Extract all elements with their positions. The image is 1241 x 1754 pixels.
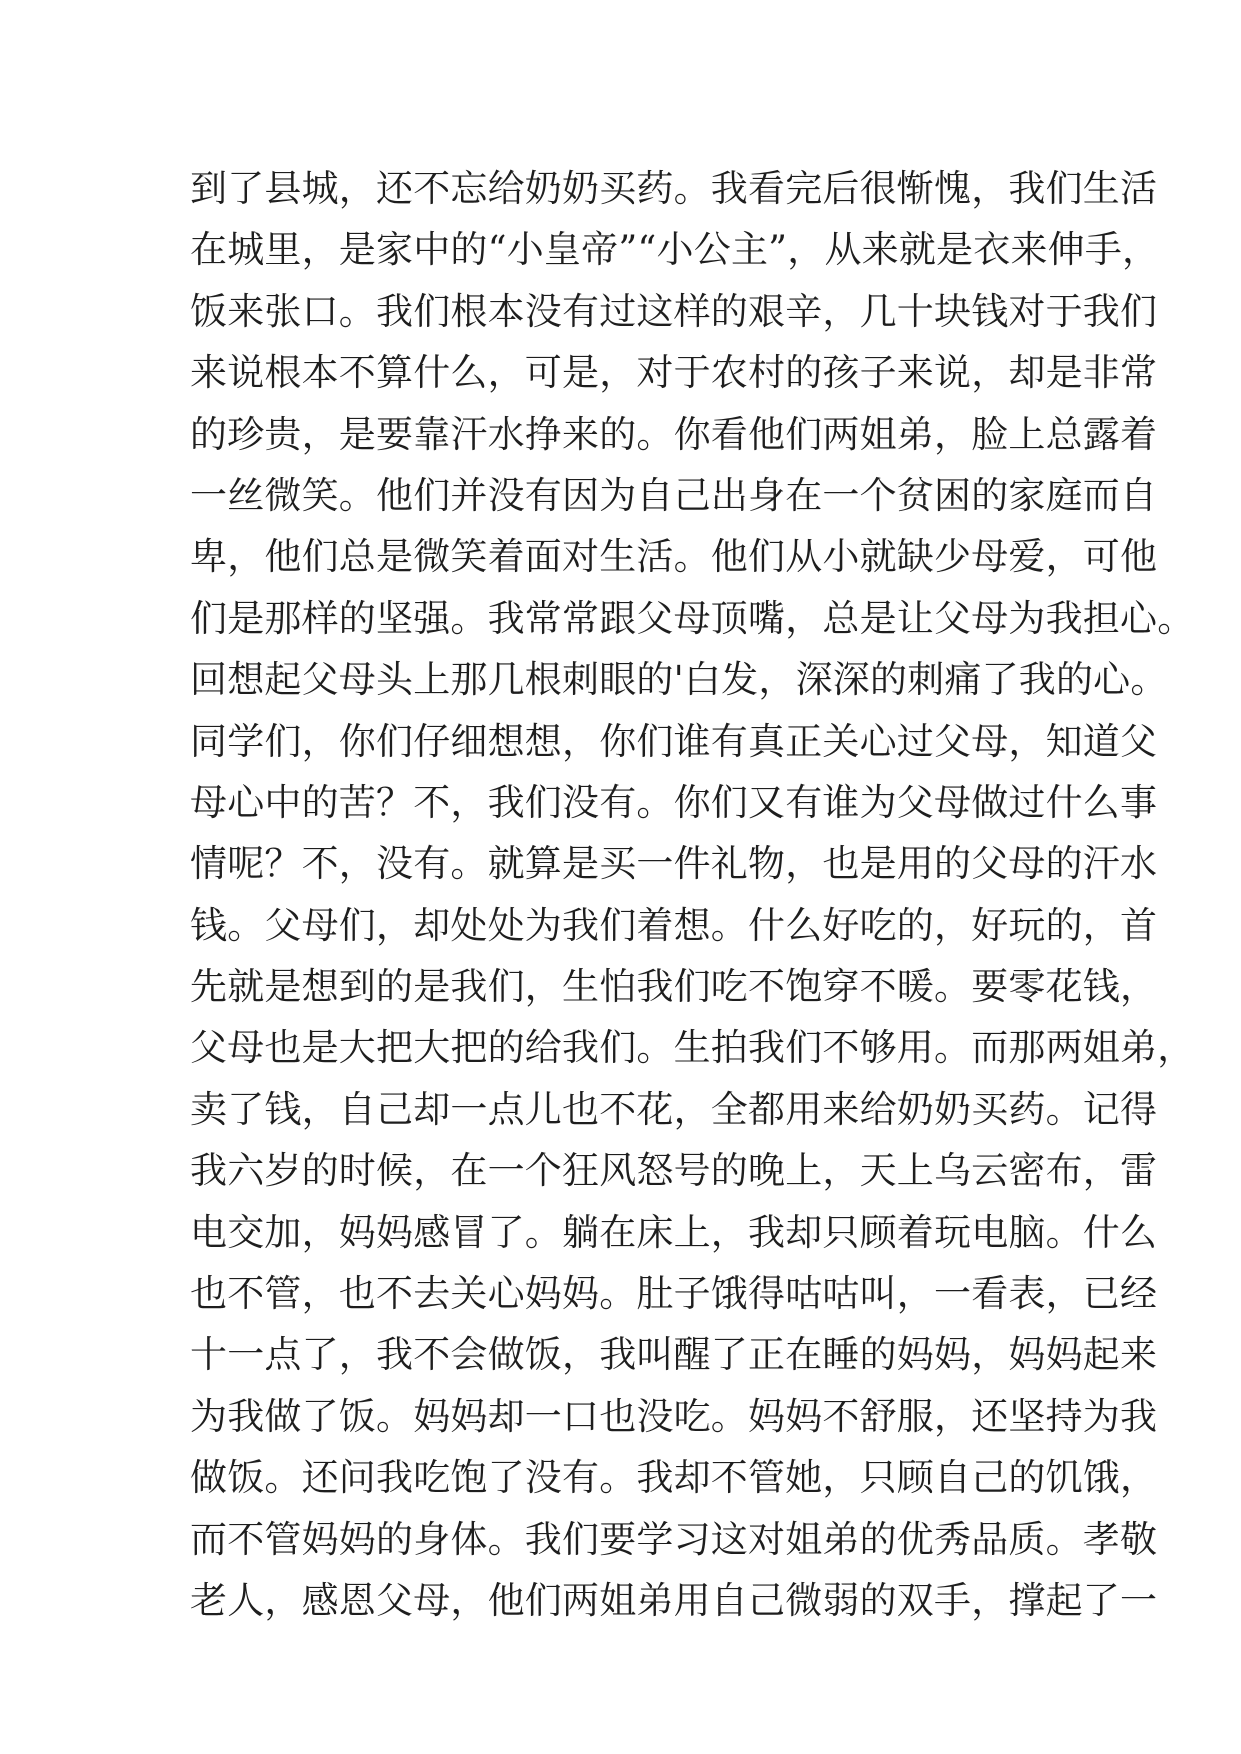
text-line: 钱。父母们，却处处为我们着想。什么好吃的，好玩的，首 — [190, 903, 1158, 947]
text-line: 电交加，妈妈感冒了。躺在床上，我却只顾着玩电脑。什么 — [190, 1210, 1158, 1254]
text-line: 一丝微笑。他们并没有因为自己出身在一个贫困的家庭而自 — [190, 473, 1158, 517]
text-line: 我六岁的时候，在一个狂风怒号的晚上，天上乌云密布，雷 — [190, 1149, 1158, 1193]
text-line: 十一点了，我不会做饭，我叫醒了正在睡的妈妈，妈妈起来 — [190, 1333, 1158, 1377]
text-line: 先就是想到的是我们，生怕我们吃不饱穿不暖。要零花钱， — [190, 965, 1158, 1009]
text-line: 母心中的苦？不，我们没有。你们又有谁为父母做过什么事 — [190, 780, 1158, 824]
text-line: 饭来张口。我们根本没有过这样的艰辛，几十块钱对于我们 — [190, 289, 1158, 333]
text-line: 情呢？不，没有。就算是买一件礼物，也是用的父母的汗水 — [190, 842, 1158, 886]
text-line: 也不管，也不去关心妈妈。肚子饿得咕咕叫，一看表，已经 — [190, 1272, 1158, 1316]
text-line: 到了县城，还不忘给奶奶买药。我看完后很惭愧，我们生活 — [190, 167, 1158, 210]
text-line: 卑，他们总是微笑着面对生活。他们从小就缺少母爱，可他 — [190, 535, 1158, 579]
text-line: 来说根本不算什么，可是，对于农村的孩子来说，却是非常 — [190, 351, 1158, 395]
text-line: 们是那样的坚强。我常常跟父母顶嘴，总是让父母为我担心。 — [190, 596, 1195, 640]
text-line: 卖了钱，自己却一点儿也不花，全都用来给奶奶买药。记得 — [190, 1087, 1158, 1131]
text-line: 父母也是大把大把的给我们。生拍我们不够用。而那两姐弟， — [190, 1026, 1195, 1070]
text-line: 回想起父母头上那几根刺眼的'白发，深深的刺痛了我的心。 — [190, 658, 1168, 702]
text-line: 而不管妈妈的身体。我们要学习这对姐弟的优秀品质。孝敬 — [190, 1517, 1158, 1561]
body-text — [190, 158, 1195, 1631]
text-line: 为我做了饭。妈妈却一口也没吃。妈妈不舒服，还坚持为我 — [190, 1394, 1158, 1438]
text-line: 老人，感恩父母，他们两姐弟用自己微弱的双手，撑起了一 — [190, 1578, 1158, 1622]
text-line: 在城里，是家中的“小皇帝”“小公主”，从来就是衣来伸手， — [190, 228, 1160, 272]
text-line: 同学们，你们仔细想想，你们谁有真正关心过父母，知道父 — [190, 719, 1158, 763]
text-line: 的珍贵，是要靠汗水挣来的。你看他们两姐弟，脸上总露着 — [190, 412, 1158, 456]
text-line: 做饭。还问我吃饱了没有。我却不管她，只顾自己的饥饿， — [190, 1456, 1158, 1500]
